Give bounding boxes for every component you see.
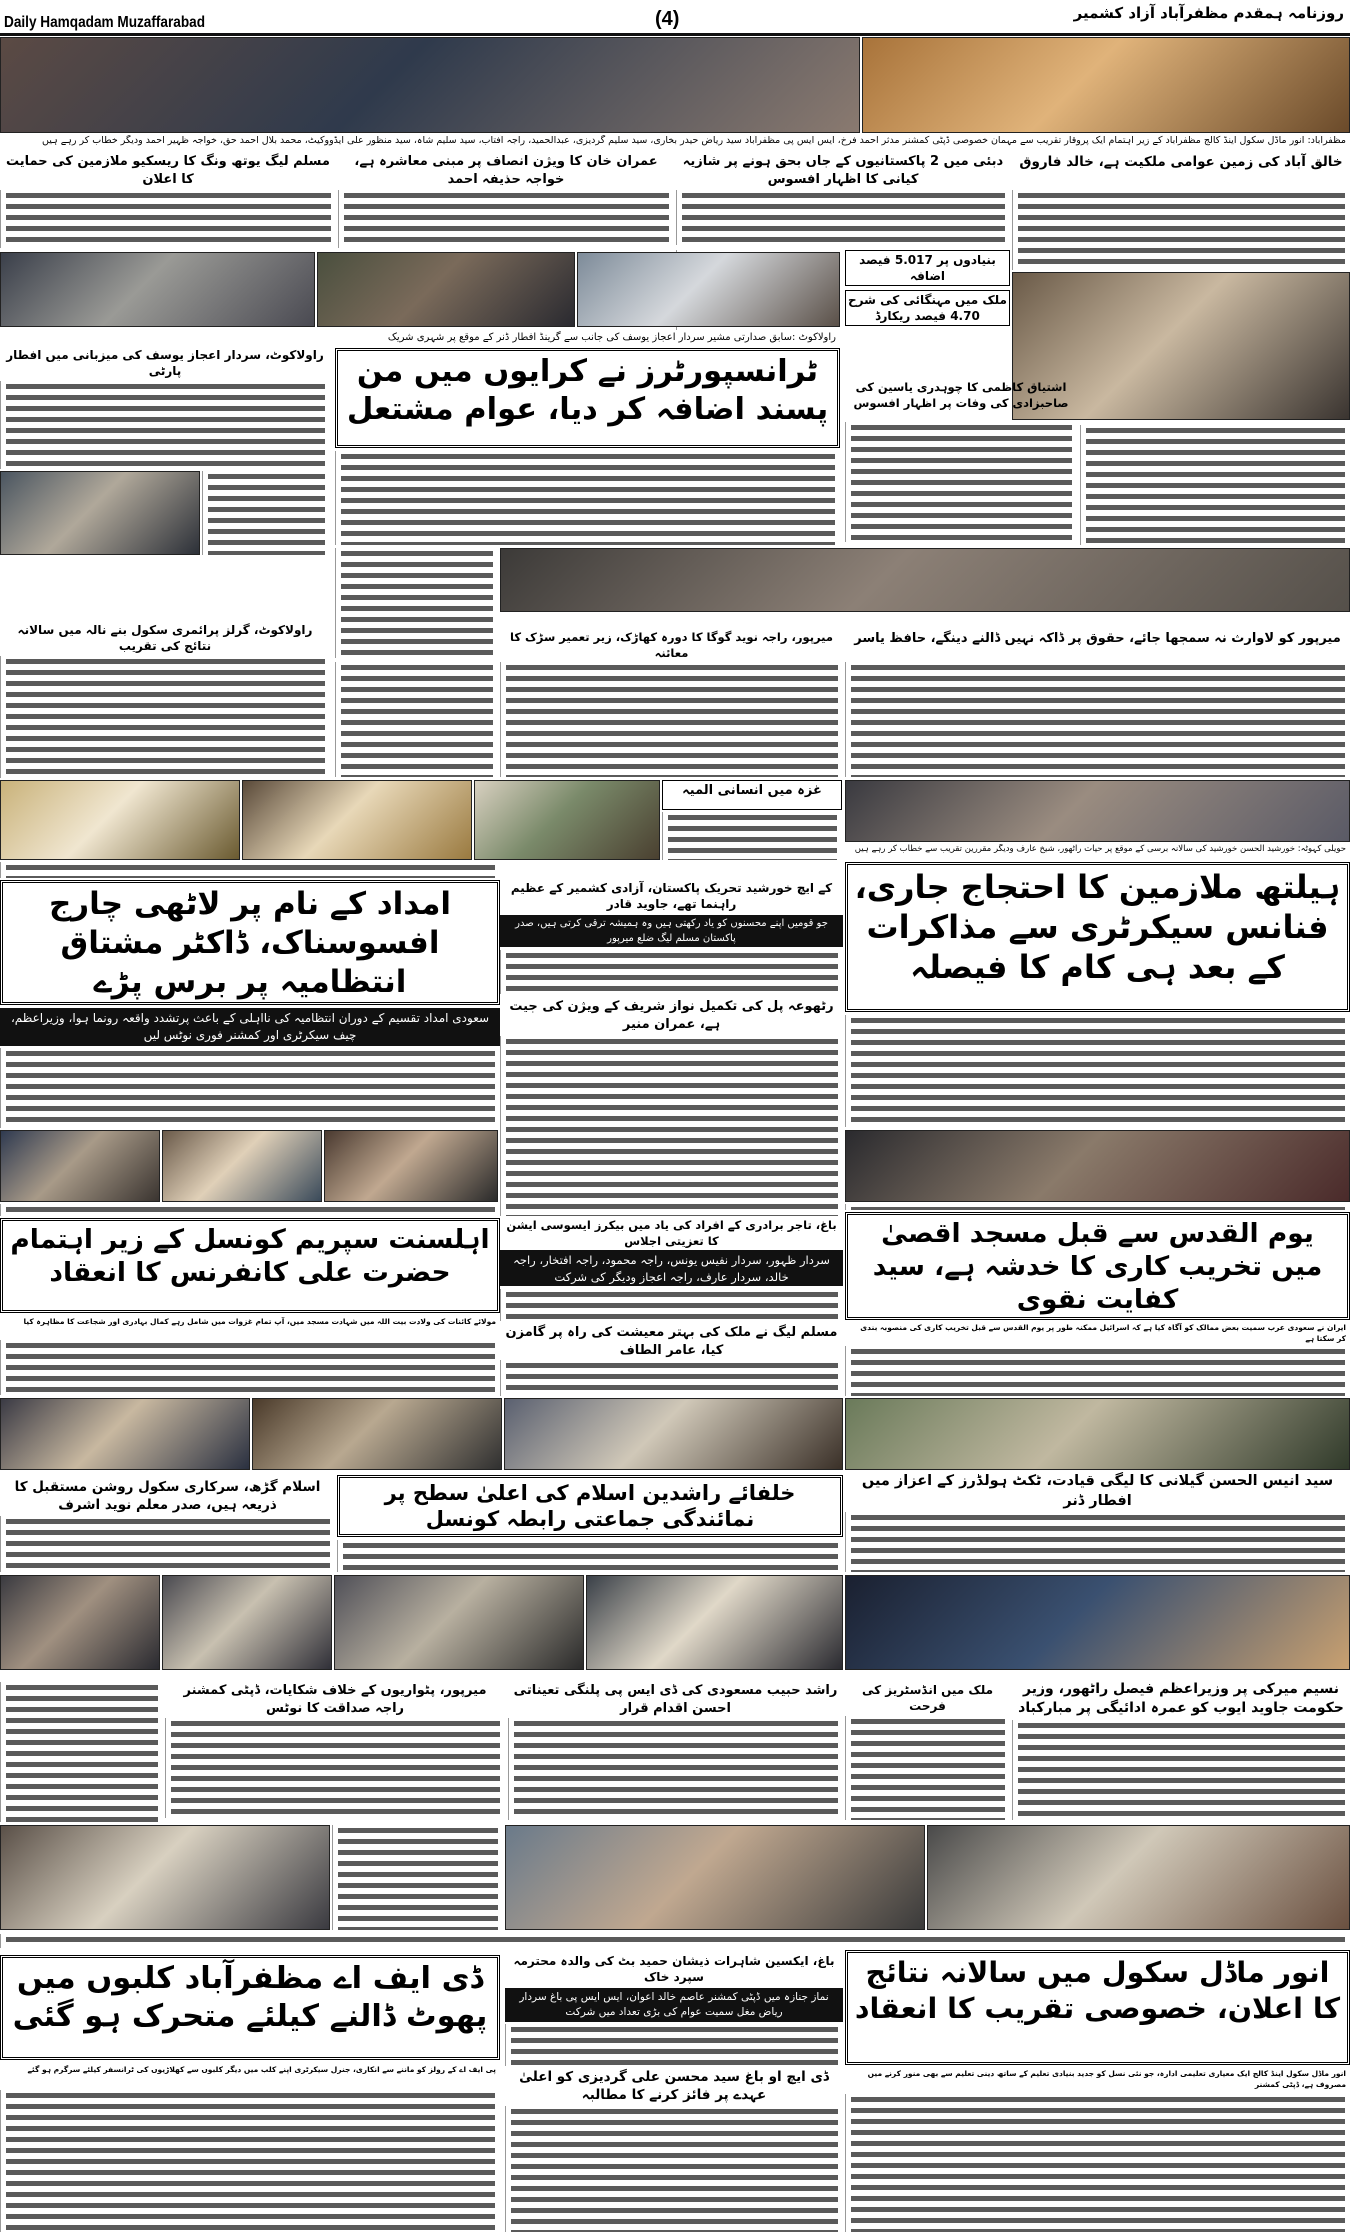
- boxed-headline: ملک میں مہنگائی کی شرح 4.70 فیصد ریکارڈ: [845, 290, 1010, 326]
- article-body-text: [335, 662, 498, 777]
- masthead-rule: [0, 33, 1350, 36]
- headline: باغ، ایکسین شاہرات ذیشان حمید بٹ کی والدہ محترمہ سپرد خاک: [513, 1954, 835, 1985]
- headline: میرپور، پٹواریوں کے خلاف شکایات، ڈپٹی کمشنر راجہ صداقت کا نوٹس: [183, 1683, 487, 1716]
- subhead-bar: نماز جنازہ میں ڈپٹی کمشنر عاصم خالد اعوان، ایس ایس پی باغ سردار ریاض مغل سمیت عوام کی بڑی تعداد میں شرکت: [505, 1988, 843, 2022]
- article-body-text: [845, 1015, 1350, 1127]
- boxed-headline: بنیادوں پر 5.017 فیصد اضافہ: [845, 250, 1010, 286]
- news-photo: [0, 1130, 160, 1202]
- article-body-text: [845, 1346, 1350, 1396]
- article-body-text: [0, 190, 336, 248]
- banner-headline: یوم القدس سے قبل مسجد اقصیٰ میں تخریب کاری کا خدشہ ہے، سید کفایت نقوی: [845, 1212, 1350, 1320]
- banner-headline: خلفائے راشدین اسلام کی اعلیٰ سطح پر نمائندگی جماعتی رابطہ کونسل: [337, 1475, 843, 1537]
- photo-caption: راولاکوٹ :سابق صدارتی مشیر سردار اعجاز یوسف کی جانب سے گرینڈ افطار ڈنر کے موقع پر شہری شریک: [387, 332, 836, 343]
- headline: اسلام گڑھ، سرکاری سکول روشن مستقبل کا ذریعہ ہیں، صدر معلم نوید اشرف: [14, 1479, 321, 1514]
- article-body-text: [1080, 425, 1350, 545]
- subhead-bar: جو قومیں اپنے محسنوں کو یاد رکھتی ہیں وہ ہمیشہ ترقی کرتی ہیں، صدر پاکستان مسلم لیگ ضلع میرپور: [500, 915, 843, 947]
- article-body-text: [0, 1516, 335, 1572]
- article-body-text: [0, 656, 330, 778]
- news-photo: [500, 548, 1350, 612]
- headline: کے ایچ خورشید تحریک پاکستان، آزادی کشمیر کے عظیم راہنما تھے، جاوید قادر: [510, 881, 833, 912]
- article-body-text: [500, 1289, 843, 1321]
- subheadline: پی ایف اے کے رولز کو ماننے سے انکاری، جنرل سیکرٹری اپنے کلب میں دیگر کلبوں سے کھلاڑیوں کی ٹرانسفر کیلئے سرگرم ہو گئے: [27, 2065, 496, 2074]
- article-body-text: [505, 2106, 843, 2232]
- news-photo: [577, 252, 840, 327]
- news-photo: [505, 1825, 925, 1930]
- news-photo: [845, 1398, 1350, 1470]
- article-body-text: [845, 422, 1077, 542]
- photo-caption: حویلی کہوٹہ: خورشید الحسن خورشید کی سالانہ برسی کے موقع پر حیات راٹھور، شیخ عارف ودیگر مقررین تقریب سے خطاب کر رہے ہیں: [854, 844, 1346, 854]
- news-photo: [845, 1130, 1350, 1202]
- headline: راولاکوٹ، سردار اعجاز یوسف کی میزبانی میں افطار پارٹی: [6, 348, 324, 379]
- headline: مسلم لیگ نے ملک کی بہتر معیشت کی راہ پر گامزن کیا، عامر الطاف: [505, 1325, 838, 1358]
- article-body-text: [662, 812, 842, 860]
- news-photo: [586, 1575, 843, 1670]
- headline: خالق آباد کی زمین عوامی ملکیت ہے، خالد فاروق: [1019, 154, 1343, 170]
- subheadline: مولائے کائنات کی ولادت بیت اللہ میں شہادت مسجد میں، آپ تمام غزوات میں شامل رہے کمال بہادری اور شجاعت کا مظاہرہ کیا: [23, 1317, 496, 1326]
- article-body-text: [508, 1718, 843, 1820]
- masthead-english-title: Daily Hamqadam Muzaffarabad: [4, 14, 206, 31]
- news-photo: [0, 780, 240, 860]
- headline: اشتیاق کاظمی کا چوہدری یاسین کی صاحبزادی کی وفات پر اظہار افسوس: [853, 380, 1069, 410]
- news-photo: [0, 252, 315, 327]
- headline: رٹھوعہ پل کی تکمیل نواز شریف کے ویژن کی جیت ہے، عمران منیر: [509, 999, 834, 1032]
- article-body-text: [845, 2094, 1350, 2232]
- news-photo: [324, 1130, 498, 1202]
- news-photo: [862, 37, 1350, 133]
- article-body-text: [845, 1716, 1010, 1820]
- news-photo: [845, 780, 1350, 842]
- headline: میرپور کو لاوارث نہ سمجھا جائے، حقوق پر ڈاکہ نہیں ڈالنے دینگے، حافظ یاسر: [854, 631, 1341, 646]
- article-body-text: [500, 1036, 843, 1216]
- banner-headline: ڈی ایف اے مظفرآباد کلبوں میں پھوٹ ڈالنے کیلئے متحرک ہو گئی: [0, 1955, 500, 2060]
- article-body-text: [0, 2090, 500, 2232]
- article-body-text: [1012, 190, 1350, 270]
- boxed-headline: غزہ میں انسانی المیہ: [662, 780, 842, 810]
- article-body-text: [337, 1540, 843, 1572]
- article-body-text: [0, 862, 500, 878]
- masthead-urdu-title: روزنامہ ہمقدم مظفرآباد آزاد کشمیر: [1073, 4, 1344, 22]
- headline: باغ، تاجر برادری کے افراد کی یاد میں بیکرز ایسوسی ایشن کا تعزیتی اجلاس: [506, 1218, 837, 1248]
- article-body-text: [335, 451, 840, 545]
- banner-headline: انور ماڈل سکول میں سالانہ نتائج کا اعلان، خصوصی تقریب کا انعقاد: [845, 1950, 1350, 2065]
- subheadline: انور ماڈل سکول اینڈ کالج ایک معیاری تعلیمی ادارہ، جو نئی نسل کو جدید بنیادی تعلیم کے ساتھ دینی تعلیم سے بھی منور کرنے میں مصروف ہے، ڈپٹی کمشنر: [867, 2069, 1346, 2090]
- article-body-text: [845, 662, 1350, 777]
- news-photo: [0, 1575, 160, 1670]
- article-body-text: [500, 1360, 843, 1396]
- banner-headline: امداد کے نام پر لاٹھی چارج افسوسناک، ڈاکٹر مشتاق انتظامیہ پر برس پڑے: [0, 880, 500, 1005]
- article-body-text: [0, 1048, 500, 1128]
- headline: مسلم لیگ یوتھ ونگ کا ریسکیو ملازمین کی حمایت کا اعلان: [6, 154, 330, 187]
- news-photo: [0, 471, 200, 555]
- news-photo: [0, 37, 860, 133]
- news-photo: [0, 1825, 330, 1930]
- news-photo: [317, 252, 575, 327]
- banner-headline: اہلسنت سپریم کونسل کے زیر اہتمام حضرت علی کانفرنس کا انعقاد: [0, 1218, 500, 1313]
- headline: میرپور، راجہ نوید گوگا کا دورہ کھاڑک، زیر تعمیر سڑک کا معائنہ: [510, 630, 833, 660]
- news-photo: [252, 1398, 502, 1470]
- news-photo: [162, 1575, 332, 1670]
- news-photo: [0, 1398, 250, 1470]
- banner-headline: ٹرانسپورٹرز نے کرایوں میں من پسند اضافہ کر دیا، عوام مشتعل: [335, 348, 840, 448]
- article-body-text: [0, 1340, 500, 1395]
- headline: عمران خان کا ویژن انصاف پر مبنی معاشرہ ہے، خواجہ حذیفہ احمد: [354, 154, 658, 187]
- article-body-text: [0, 1204, 500, 1216]
- subheadline: ایران نے سعودی عرب سمیت بعض ممالک کو آگاہ کیا ہے کہ اسرائیل ممکنہ طور پر یوم القدس سے قبل تخریب کاری کی منصوبہ بندی کر سکتا ہے: [860, 1323, 1346, 1344]
- news-photo: [242, 780, 472, 860]
- article-body-text: [500, 662, 843, 777]
- headline: ملک میں انڈسٹریز کی فرحت: [861, 1683, 994, 1714]
- news-photo: [474, 780, 660, 860]
- headline: ڈی ایچ او باغ سید محسن علی گردیزی کو اعلیٰ عہدے پر فائز کرنے کا مطالبہ: [519, 2069, 829, 2104]
- article-body-text: [165, 1718, 505, 1818]
- news-photo: [845, 1575, 1350, 1670]
- news-photo: [334, 1575, 584, 1670]
- article-body-text: [332, 1825, 503, 1930]
- headline: دبئی میں 2 پاکستانیوں کے جاں بحق ہونے پر شازیہ کیانی کا اظہار افسوس: [682, 154, 1004, 187]
- article-body-text: [500, 950, 843, 994]
- banner-headline: ہیلتھ ملازمین کا احتجاج جاری، فنانس سیکرٹری سے مذاکرات کے بعد ہی کام کا فیصلہ: [845, 862, 1350, 1012]
- article-body-text: [505, 2024, 843, 2066]
- subhead-bar: سعودی امداد تقسیم کے دوران انتظامیہ کی نااہلی کے باعث پرتشدد واقعہ رونما ہوا، وزیراعظم، چیف سیکرٹری اور کمشنر فوری نوٹس لیں: [0, 1008, 500, 1046]
- article-body-text: [202, 471, 330, 555]
- photo-caption: مظفرآباد: انور ماڈل سکول اینڈ کالج مظفرآباد کے زیر اہتمام ایک پروقار تقریب سے مہمان خصوصی ڈپٹی کمشنر مدثر احمد فرخ، ایس ایس پی مظفرآباد سید ریاض حیدر بخاری، سید سلیم گردیزی، عبدالحمید، راجہ آفتاب، سید سلیم شاہ، سید منظور علی ایڈووکیٹ، محمد بلال احمد حق، خواجہ ظہیر احمد ودیگر خطاب کر رہے ہیں: [42, 135, 1346, 146]
- news-photo: [162, 1130, 322, 1202]
- article-body-text: [0, 1682, 163, 1822]
- article-body-text: [676, 190, 1010, 245]
- article-body-text: [338, 190, 674, 248]
- headline: سید انیس الحسن گیلانی کا لیگی قیادت، ٹکٹ ہولڈرز کے اعزاز میں افطار ڈنر: [861, 1473, 1334, 1509]
- news-photo: [927, 1825, 1350, 1930]
- headline: نسیم میرکی پر وزیراعظم فیصل راٹھور، وزیر حکومت جاوید ایوب کو عمرہ ادائیگی پر مبارکباد: [1018, 1681, 1344, 1716]
- article-body-text: [0, 1934, 1350, 1948]
- article-body-text: [0, 381, 330, 469]
- article-body-text: [335, 548, 498, 658]
- subhead-bar: سردار ظہور، سردار نفیس یونس، راجہ محمود، راجہ افتخار، راجہ خالد، سردار عارف، راجہ اعجاز ودیگر کی شرکت: [500, 1250, 843, 1286]
- headline: راشد حبیب مسعودی کی ڈی ایس پی پلنگی تعیناتی احسن اقدام قرار: [513, 1683, 838, 1716]
- article-body-text: [1012, 1720, 1350, 1820]
- article-body-text: [845, 1204, 1350, 1210]
- page-number: (4): [655, 8, 680, 30]
- headline: راولاکوٹ، گرلز پرائمری سکول بنے نالہ میں سالانہ نتائج کی تقریب: [17, 623, 313, 654]
- news-photo: [504, 1398, 843, 1470]
- article-body-text: [845, 1512, 1350, 1572]
